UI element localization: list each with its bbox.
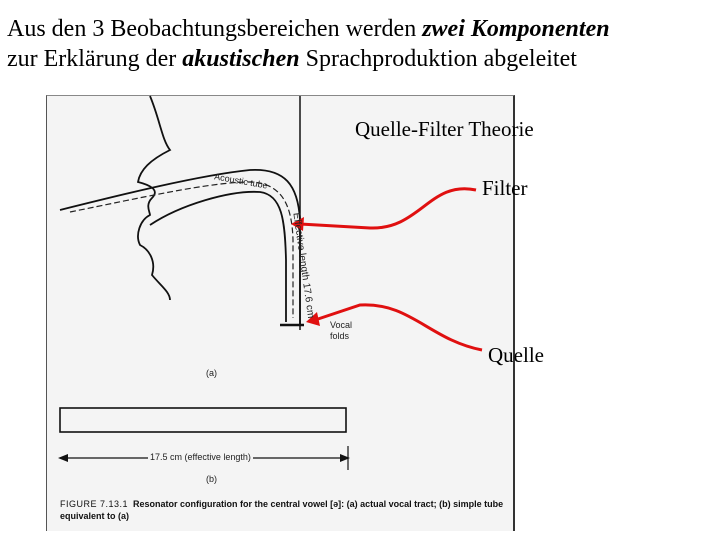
filter-arrow-curve xyxy=(300,189,476,228)
title-line-1-text: Aus den 3 Beobachtungsbereichen werden xyxy=(7,16,423,42)
figure-caption xyxy=(60,498,505,522)
caption-number: FIGURE 7.13.1 xyxy=(60,499,129,509)
caption-text: Resonator configuration for the central vowel [ǝ]: (a) actual vocal tract; (b) simple tube equivalent to (a) xyxy=(60,499,504,521)
simple-tube xyxy=(60,408,346,432)
theory-label: Quelle-Filter Theorie xyxy=(355,117,534,141)
filter-label: Filter xyxy=(482,176,528,200)
panel-a-label: (a) xyxy=(206,368,217,378)
acoustic-tube-label: Acoustic tube xyxy=(213,171,269,191)
tube-length-label: 17.5 cm (effective length) xyxy=(150,452,251,462)
length-arrow-left xyxy=(58,454,68,462)
panel-b-label: (b) xyxy=(206,474,217,484)
title-line-2-suffix: Sprachproduktion abgeleitet xyxy=(299,46,577,72)
source-label: Quelle xyxy=(488,343,544,367)
title-emphasis-acoustic: akustischen xyxy=(182,46,300,72)
head-profile xyxy=(138,96,170,300)
lower-tract-wall xyxy=(150,192,286,322)
tube-axis xyxy=(70,182,293,318)
vocal-folds-label-1: Vocal xyxy=(330,320,353,330)
effective-length-label: Effective length 17.6 cm xyxy=(290,211,317,320)
title-emphasis-components: zwei Komponenten xyxy=(422,16,610,42)
title-line-2-prefix: zur Erklärung der xyxy=(7,46,183,72)
vocal-folds-label-2: folds xyxy=(330,331,350,341)
